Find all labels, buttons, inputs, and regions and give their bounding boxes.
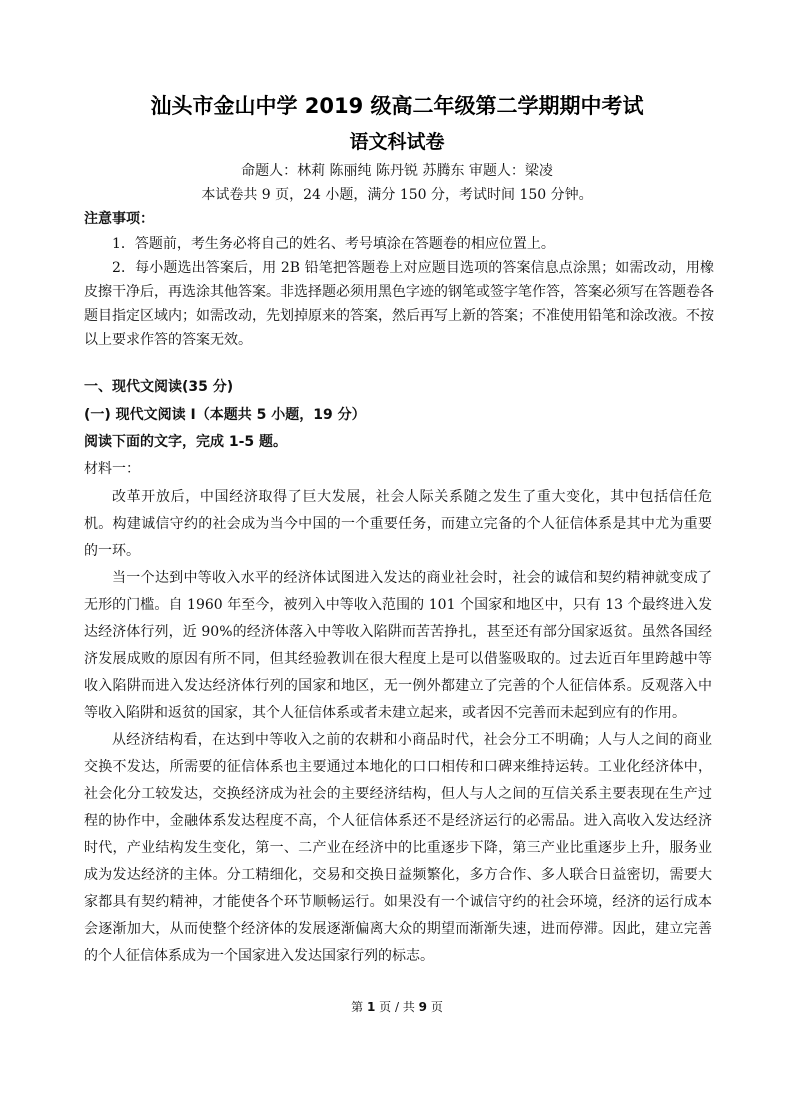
footer-page-number: 1	[366, 1000, 376, 1014]
reading-instruction: 阅读下面的文字，完成 1-5 题。	[84, 434, 288, 450]
passage-paragraph: 改革开放后，中国经济取得了巨大发展，社会人际关系随之发生了重大变化，其中包括信任危机。构建诚信守约的社会成为当今中国的一个重要任务，而建立完备的个人征信体系是其中尤为重要的一环。	[84, 489, 712, 559]
page-footer	[0, 998, 794, 1015]
passage-body	[84, 484, 712, 970]
footer-total-pages: 9	[418, 1000, 428, 1014]
footer-middle: 页 / 共	[375, 1000, 419, 1014]
footer-prefix: 第	[351, 1000, 367, 1014]
exam-title: 汕头市金山中学 2019 级高二年级第二学期期中考试	[150, 94, 644, 118]
subsection-heading: (一) 现代文阅读 I（本题共 5 小题，19 分）	[84, 407, 366, 423]
notes-heading: 注意事项：	[84, 211, 154, 227]
authors-line: 命题人：林莉 陈丽纯 陈丹锐 苏腾东 审题人：梁凌	[241, 163, 553, 179]
exam-info-line: 本试卷共 9 页，24 小题，满分 150 分，考试时间 150 分钟。	[201, 187, 593, 203]
passage-paragraph: 当一个达到中等收入水平的经济体试图进入发达的商业社会时，社会的诚信和契约精神就变成了无形的门槛。自 1960 年至今，被列入中等收入范围的 101 个国家和地区中，只有 13 个最终进入发达经济体行列，近 90%的经济体落入中等收入陷阱而苦苦挣扎，甚至还有部分国家返贫。虽然各国经济发展成败的原因有所不同，但其经验教训在很大程度上是可以借鉴吸取的。过去近百年里跨越中等收入陷阱而进入发达经济体行列的国家和地区，无一例外都建立了完善的个人征信体系。反观落入中等收入陷阱和返贫的国家，其个人征信体系或者未建立起来，或者因不完善而未起到应有的作用。	[84, 570, 712, 721]
notes-list	[84, 232, 714, 352]
material-label: 材料一：	[84, 461, 140, 477]
note-item: 1．答题前，考生务必将自己的姓名、考号填涂在答题卷的相应位置上。	[112, 236, 555, 252]
note-item: 2．每小题选出答案后，用 2B 铅笔把答题卷上对应题目选项的答案信息点涂黑；如需改动，用橡皮擦干净后，再选涂其他答案。非选择题必须用黑色字迹的钢笔或签字笔作答，答案必须写在答题卷各题目指定区域内；如需改动，先划掉原来的答案，然后再写上新的答案；不准使用铅笔和涂改液。不按以上要求作答的答案无效。	[84, 260, 714, 348]
footer-suffix: 页	[427, 1000, 443, 1014]
exam-subtitle: 语文科试卷	[349, 131, 445, 153]
passage-paragraph: 从经济结构看，在达到中等收入之前的农耕和小商品时代，社会分工不明确；人与人之间的商业交换不发达，所需要的征信体系也主要通过本地化的口口相传和口碑来维持运转。工业化经济体中，社会化分工较发达，交换经济成为社会的主要经济结构，但人与人之间的互信关系主要表现在生产过程的协作中，金融体系发达程度不高，个人征信体系还不是经济运行的必需品。进入高收入发达经济时代，产业结构发生变化，第一、二产业在经济中的比重逐步下降，第三产业比重逐步上升，服务业成为发达经济的主体。分工精细化，交易和交换日益频繁化，多方合作、多人联合日益密切，需要大家都具有契约精神，才能使各个环节顺畅运行。如果没有一个诚信守约的社会环境，经济的运行成本会逐渐加大，从而使整个经济体的发展逐渐偏离大众的期望而渐渐失速，进而停滞。因此，建立完善的个人征信体系成为一个国家进入发达国家行列的标志。	[84, 732, 712, 964]
section-heading: 一、现代文阅读(35 分)	[84, 379, 234, 395]
